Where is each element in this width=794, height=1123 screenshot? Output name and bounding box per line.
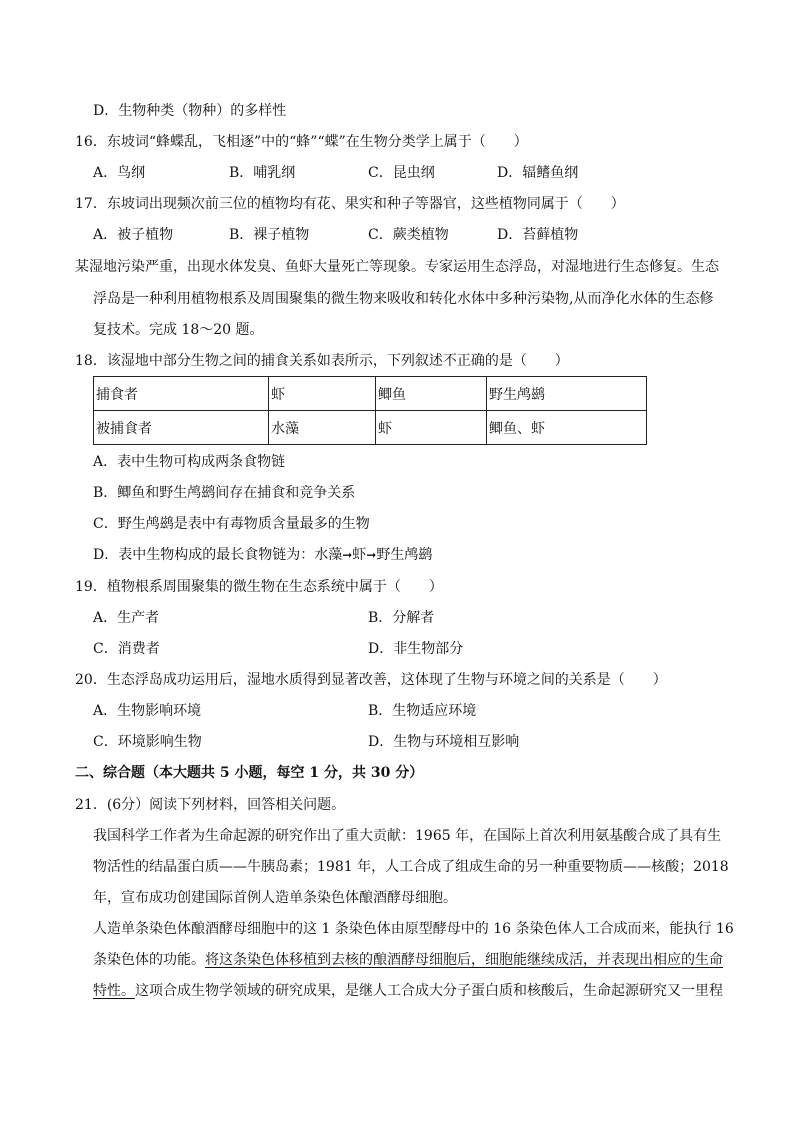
option-17c: C．蕨类植物 <box>368 227 449 243</box>
underlined-text: 特性。 <box>93 983 135 999</box>
option-20d: D．生物与环境相互影响 <box>368 734 520 750</box>
table-cell: 水藻 <box>269 411 376 445</box>
predation-table <box>93 376 647 445</box>
option-19a: A．生产者 <box>93 610 160 626</box>
arrow-icon: ➞ <box>342 548 353 562</box>
question-20: 20．生态浮岛成功运用后，湿地水质得到显著改善，这体现了生物与环境之间的关系是（ ） <box>75 672 667 688</box>
material-text: 这项合成生物学领域的研究成果，是继人工合成大分子蛋白质和核酸后，生命起源研究又一里程 <box>135 983 723 999</box>
option-18c: C．野生鸬鹚是表中有毒物质含量最多的生物 <box>93 516 370 532</box>
table-cell: 野生鸬鹚 <box>487 377 647 411</box>
option-17b: B．裸子植物 <box>229 227 310 243</box>
option-18d-text-1: D．表中生物构成的最长食物链为：水藻 <box>93 547 343 563</box>
question-17: 17．东坡词出现频次前三位的植物均有花、果实和种子等器官，这些植物同属于（ ） <box>75 196 625 212</box>
option-16a: A．鸟纲 <box>93 165 146 181</box>
question-21: 21．(6分）阅读下列材料，回答相关问题。 <box>75 797 346 813</box>
table-cell: 虾 <box>376 411 487 445</box>
table-cell: 鲫鱼、虾 <box>487 411 647 445</box>
material-text: 条染色体的功能。 <box>93 952 205 968</box>
option-16d: D．辐鳍鱼纲 <box>497 165 579 181</box>
option-17d: D．苔藓植物 <box>497 227 579 243</box>
section-heading: 二、综合题（本大题共 5 小题，每空 1 分，共 30 分） <box>75 765 424 781</box>
table-cell: 虾 <box>269 377 376 411</box>
option-17a: A．被子植物 <box>93 227 174 243</box>
option-18b: B．鲫鱼和野生鸬鹚间存在捕食和竞争关系 <box>93 485 356 501</box>
option-19b: B．分解者 <box>368 610 435 626</box>
option-15d: D．生物种类（物种）的多样性 <box>93 103 287 119</box>
option-19d: D．非生物部分 <box>368 641 464 657</box>
table-row <box>94 377 647 411</box>
question-18: 18．该湿地中部分生物之间的捕食关系如表所示，下列叙述不正确的是（ ） <box>75 353 569 369</box>
passage-line-1: 某湿地污染严重，出现水体发臭、鱼虾大量死亡等现象。专家运用生态浮岛，对湿地进行生态修复。生态 <box>75 259 719 275</box>
material-line-2: 物活性的结晶蛋白质——牛胰岛素；1981 年，人工合成了组成生命的另一种重要物质——核酸；2018 <box>93 859 729 875</box>
material-line-3: 年，宣布成功创建国际首例人造单条染色体酿酒酵母细胞。 <box>93 890 457 906</box>
option-18d-text-2: 虾 <box>352 547 367 563</box>
passage-line-2: 浮岛是一种利用植物根系及周围聚集的微生物来吸收和转化水体中多种污染物,从而净化水体的生态修 <box>93 291 714 307</box>
table-cell: 鲫鱼 <box>376 377 487 411</box>
option-19c: C．消费者 <box>93 641 160 657</box>
material-line-5 <box>93 950 723 970</box>
option-18d <box>93 545 432 565</box>
option-16c: C．昆虫纲 <box>368 165 435 181</box>
option-20a: A．生物影响环境 <box>93 703 202 719</box>
option-16b: B．哺乳纲 <box>229 165 296 181</box>
table-cell: 捕食者 <box>94 377 269 411</box>
question-16: 16．东坡词“蜂蝶乱，飞相逐”中的“蜂”“蝶”在生物分类学上属于（ ） <box>75 134 528 150</box>
material-line-6 <box>93 981 723 1001</box>
passage-line-3: 复技术。完成 18～20 题。 <box>93 322 264 338</box>
table-cell: 被捕食者 <box>94 411 269 445</box>
table-row <box>94 411 647 445</box>
material-line-1: 我国科学工作者为生命起源的研究作出了重大贡献：1965 年，在国际上首次利用氨基酸合成了具有生 <box>93 828 722 844</box>
arrow-icon: ➞ <box>366 548 377 562</box>
option-20b: B．生物适应环境 <box>368 703 477 719</box>
option-20c: C．环境影响生物 <box>93 734 202 750</box>
material-line-4: 人造单条染色体酿酒酵母细胞中的这 1 条染色体由原型酵母中的 16 条染色体人工合成而来，能执行 16 <box>93 921 734 937</box>
underlined-text: 将这条染色体移植到去核的酿酒酵母细胞后，细胞能继续成活，并表现出相应的生命 <box>205 952 723 968</box>
question-19: 19．植物根系周围聚集的微生物在生态系统中属于（ ） <box>75 579 443 595</box>
option-18d-text-3: 野生鸬鹚 <box>376 547 433 563</box>
option-18a: A．表中生物可构成两条食物链 <box>93 454 286 470</box>
